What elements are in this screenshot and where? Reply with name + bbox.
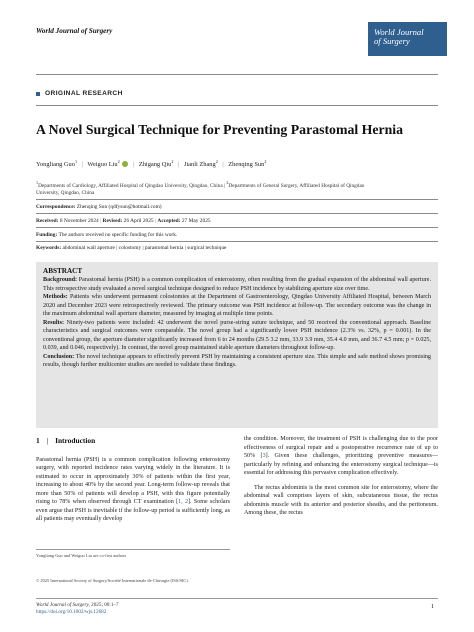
abstract-box <box>36 262 438 428</box>
author-affil-sup: 1 <box>74 159 78 164</box>
heading-divider: | <box>46 436 49 445</box>
received-date: 8 November 2024 <box>59 218 99 224</box>
abstract-results <box>43 319 431 353</box>
journal-logo <box>368 22 447 56</box>
article-dates <box>36 218 211 224</box>
accepted-label: Accepted: <box>157 218 181 224</box>
section-divider <box>36 105 438 106</box>
affiliation-line <box>36 179 438 190</box>
citation-journal: World Journal of Surgery, <box>36 602 90 608</box>
header-divider <box>36 74 438 75</box>
author-list <box>36 159 266 168</box>
date-separator: | <box>100 218 103 224</box>
reference-link[interactable]: 3 <box>262 453 266 460</box>
affiliation-1: Departments of Cardiology, Affiliated Hospital of Qingdao University, Qingdao, China <box>38 182 223 189</box>
intro-text: the condition. Moreover, the treatment of PSH is challenging due to the poor effectiveness of surgical repair and a postoperative recurrence rate of up to 50% [ <box>244 436 438 460</box>
author-affil-sup: 2 <box>117 159 120 164</box>
author-name[interactable]: Jianli Zhang <box>183 161 216 169</box>
co-first-footnote: Yongliang Guo and Weiguo Liu are co-first authors <box>36 553 127 558</box>
funding-text: The authors received no specific funding for this work. <box>58 232 178 238</box>
footnote-divider <box>36 549 230 550</box>
affiliation-divider <box>36 199 438 200</box>
intro-heading <box>36 437 230 446</box>
reference-link[interactable]: 1, 2 <box>178 499 189 506</box>
author-name[interactable]: Zhenqing Sun <box>228 161 265 169</box>
author-separator: | <box>81 161 83 169</box>
conclusion-label: Conclusion: <box>43 353 75 360</box>
section-heading: Introduction <box>55 436 96 445</box>
intro-paragraph-2: The rectus abdominis is the most common site for enterostomy, where the abdominal wall comprises layers of skin, subcutaneous tissue, the rectus abdominis muscle with its anterior and posterior sheaths, and the peritoneum. Among these, the rectus <box>244 484 438 517</box>
body-column-right <box>244 435 438 518</box>
background-label: Background: <box>43 277 78 283</box>
meta-divider <box>36 227 438 228</box>
author-affil-sup: 2 <box>171 159 174 164</box>
author-name[interactable]: Weiguo Liu <box>87 161 118 169</box>
section-number: 1 <box>36 436 40 445</box>
body-column-left <box>36 435 230 524</box>
correspondence-text[interactable]: Zhenqing Sun (qdfysun@hotmail.com) <box>76 204 162 210</box>
affiliation-2-cont: University, Qingdao, China <box>36 190 95 197</box>
affil-sup: 1 <box>36 180 39 185</box>
intro-text: ]. Given these challenges, prioritizing preventive measures—particularly by refining and enhancing the enterostomy surgical technique—is essential for addressing this pervasive complication effectively. <box>244 453 438 477</box>
author-separator: | <box>132 161 135 169</box>
intro-text: ]. Some scholars even argue that PSH is inevitable if the follow-up period is sufficiently long, as all patients may eventually develop <box>36 499 231 523</box>
results-label: Results: <box>43 319 64 326</box>
page-number: 1 <box>431 603 435 610</box>
section-square-icon <box>36 92 40 96</box>
journal-name: World Journal of Surgery <box>36 27 113 35</box>
affiliation-separator: | <box>224 182 227 189</box>
author-separator: | <box>222 161 224 169</box>
correspondence <box>36 204 162 210</box>
methods-label: Methods: <box>43 294 68 301</box>
intro-text: Parastomal hernia (PSH) is a common complication following enterostomy surgery, with reported incidence rates varying widely in the literature. It is estimated to occur in approximately 30% of patients within the first year, increasing to about 40% by the second year. Long-term follow-up reveals that more than 50% of patients will develop a PSH, with this figure potentially rising to 78% when observed through CT examination [ <box>36 456 230 506</box>
accepted-date: 27 May 2025 <box>181 218 211 224</box>
abstract-conclusion <box>43 353 431 370</box>
intro-paragraph-1 <box>36 456 230 524</box>
orcid-icon[interactable] <box>122 161 128 167</box>
author-name[interactable]: Zhigang Qiu <box>138 161 172 169</box>
doi-link[interactable]: https://doi.org/10.1002/wjs.12682 <box>36 609 107 615</box>
author-affil-sup: 2 <box>264 159 267 164</box>
received-label: Received: <box>36 218 59 224</box>
affiliations <box>36 179 438 197</box>
affil-sup: 2 <box>226 180 229 185</box>
results-text: Ninety-two patients were included: 42 underwent the novel purse-string suture technique, and 50 received the conventional approach. Baseline characteristics and surgical outcomes were comparable. The novel group had a significantly lower PSH incidence (2.3% vs. 32%, p = 0.001). In the conventional group, the aperture diameter significantly increased from 6 to 24 months (29.5 3.2 mm, 33.9 3.9 mm, 35.4 4.0 mm, and 36.7 4.5 mm; p = 0.025, 0.039, and 0.046, respectively). In contrast, the novel group maintained stable aperture diameters throughout follow-up. <box>43 319 431 352</box>
section-tag-label: ORIGINAL RESEARCH <box>45 90 123 97</box>
author-separator: | <box>178 161 180 169</box>
funding-label: Funding: <box>36 232 58 238</box>
revised-date: 26 April 2025 <box>123 218 154 224</box>
correspondence-label: Correspondence: <box>36 204 76 210</box>
intro-paragraph-1-cont <box>244 435 438 478</box>
logo-line-2: of Surgery <box>374 36 410 46</box>
methods-text: Patients who underwent permanent colostomies at the Department of Gastroenterology, Qingdao University Affiliated Hospital, between March 2020 and December 2023 were retrospectively reviewed. The primary outcome was PSH incidence at follow-up. The secondary outcome was the change in the maximum abdominal wall aperture diameter, measured by imaging at multiple time points. <box>43 294 431 318</box>
affiliation-2: Departments of General Surgery, Affiliated Hospital of Qingdao <box>228 182 365 189</box>
meta-divider <box>36 213 438 214</box>
background-text: Parastomal hernia (PSH) is a common complication of enterostomy, often resulting from the gradual expansion of the abdominal wall aperture. This retrospective study evaluated a novel surgical technique designed to reduce PSH incidence by stabilizing aperture size over time. <box>43 277 431 292</box>
keywords-label: Keywords: <box>36 245 62 251</box>
funding <box>36 232 177 238</box>
abstract-heading: ABSTRACT <box>43 267 83 275</box>
logo-line-1: World Journal <box>374 27 424 37</box>
article-title: A Novel Surgical Technique for Preventing Parastomal Hernia <box>36 122 404 137</box>
conclusion-text: The novel technique appears to effectively prevent PSH by maintaining a consistent aperture size. This simple and safe method shows promising results, though further multicenter studies are needed to validate these findings. <box>43 353 431 369</box>
keywords-text: abdominal wall aperture | colostomy | parastomal hernia | surgical technique <box>62 245 227 251</box>
date-separator: | <box>154 218 158 224</box>
citation <box>36 602 119 616</box>
section-tag <box>36 90 123 97</box>
keywords <box>36 245 226 251</box>
citation-volume: 2025; 00:1–7 <box>91 602 119 608</box>
abstract-methods <box>43 293 431 319</box>
author-name[interactable]: Yongliang Guo <box>36 161 75 169</box>
footer-divider <box>36 598 438 599</box>
abstract-background <box>43 276 431 293</box>
copyright-footnote: © 2025 International Society of Surgery/Société Internationale de Chirurgie (ISS/SIC). <box>36 578 189 583</box>
meta-divider <box>36 241 438 242</box>
revised-label: Revised: <box>102 218 123 224</box>
author-affil-sup: 2 <box>215 159 218 164</box>
